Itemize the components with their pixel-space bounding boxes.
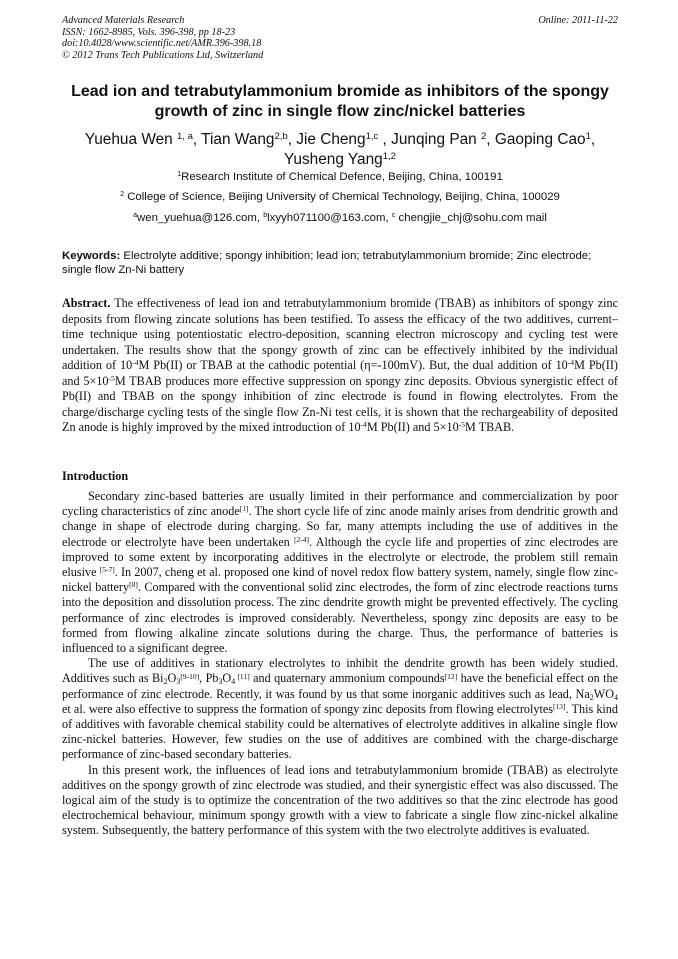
author-emails: $^a$wen_yuehua@126.com, $^b$lxyyh071100@163.com, $^c$ chengjie_chj@sohu.com mail bbox=[133, 212, 547, 224]
paragraph: In this present work, the influences of lead ions and tetrabutylammonium bromide (TBAB) as electrolyte additives on the spongy growth of zinc electrode was studied, and their synergistic effect was also discussed. The logical aim of the study is to optimize the concentration of the two additives so that the zinc electrode has good electrochemical behaviour, minimum spongy growth with a view to fabricate a single flow zinc-nickel alkaline system. Subsequently, the battery performance of this system with the two electrolyte additives is evaluated. bbox=[62, 762, 618, 838]
affiliation-2: $^2$ College of Science, Beijing University of Chemical Technology, Beijing, China, 100029 bbox=[120, 191, 560, 203]
issn-line: ISSN: 1662-8985, Vols. 396-398, pp 18-23 bbox=[62, 26, 236, 38]
introduction-body bbox=[62, 489, 618, 839]
author-list bbox=[62, 130, 618, 170]
author: Tian Wang$^{2,b}$, bbox=[201, 131, 292, 148]
doi-line[interactable]: doi:10.4028/www.scientific.net/AMR.396-398.18 bbox=[62, 38, 262, 49]
online-date: Online: 2011-11-22 bbox=[538, 15, 618, 26]
keywords-text: Electrolyte additive; spongy inhibition; lead ion; tetrabutylammonium bromide; Zinc electrode; single flow Zn-Ni battery bbox=[62, 250, 592, 276]
author: Yuehua Wen $^{1, a}$, bbox=[84, 131, 198, 148]
copyright-line: © 2012 Trans Tech Publications Ltd, Switzerland bbox=[62, 49, 264, 61]
journal-name: Advanced Materials Research bbox=[62, 15, 185, 26]
author: Gaoping Cao$^1$, bbox=[494, 131, 596, 148]
author: Yusheng Yang$^{1,2}$ bbox=[284, 151, 396, 168]
paper-title: Lead ion and tetrabutylammonium bromide as inhibitors of the spongy growth of zinc in single flow zinc/nickel batteries bbox=[71, 83, 609, 120]
abstract-label: Abstract. bbox=[62, 296, 111, 310]
author: Jie Cheng$^{1,c}$ , bbox=[296, 131, 387, 148]
affiliation-1: $^1$Research Institute of Chemical Defence, Beijing, China, 100191 bbox=[177, 171, 503, 183]
paragraph: Secondary zinc-based batteries are usually limited in their performance and commercialization by poor cycling characteristics of zinc anode[1]. The short cycle life of zinc anode mainly arises from dendritic growth and change in shape of electrode during charging. So far, many attempts including the use of additives in the electrode or electrolyte have been undertaken [2-4]. Although the cycle life and properties of zinc electrodes are improved to some extent by incorporating additives in the electrolyte or electrode, the problem still remain elusive [5-7]. In 2007, cheng et al. proposed one kind of novel redox flow battery system, namely, single flow zinc-nickel battery[8]. Compared with the conventional solid zinc electrodes, the form of zinc electrode reactions turns into the deposition and dissolution process. The zinc dendrite growth might be prevented effectively. The cycling performance of zinc electrodes is improved considerably. Nevertheless, spongy zinc deposits are easy to be formed from flowing alkaline zincate solutions during the charge. Thus, the performance of batteries is influenced to a significant degree. bbox=[62, 489, 618, 656]
abstract: Abstract. The effectiveness of lead ion and tetrabutylammonium bromide (TBAB) as inhibitors of spongy zinc deposits from flowing zincate solutions has been testified. To assess the efficacy of the two additives, current–time technique using potentiostatic electro-deposition, scanning electron microscopy and cycling test were undertaken. The results show that the spongy growth of zinc can be effectively inhibited by the individual addition of $10^{-4}M$ Pb(II) or TBAB at the cathodic potential (η=-100mV). But, the dual addition of $10^{-4}M$ Pb(II) and $5\times 10^{-5}M$ TBAB produces more effective suppression on spongy zinc deposits. Obvious synergistic effect of Pb(II) and TBAB on the spongy inhibition of zinc electrode is found in flowing electrolytes. From the charge/discharge cycling tests of the single flow Zn-Ni test cells, it is shown that the rechargeability of deposited Zn anode is highly improved by the mixed introduction of $10^{-4}M$ Pb(II) and $5\times 10^{-5}M$ TBAB. bbox=[62, 296, 619, 434]
keywords bbox=[62, 249, 618, 277]
journal-header bbox=[62, 15, 618, 61]
section-heading-introduction: Introduction bbox=[62, 469, 129, 483]
paragraph: The use of additives in stationary electrolytes to inhibit the dendrite growth has been widely studied. Additives such as $Bi_2O_3[9-10]$, $Pb_3O_4$ [11] and quaternary ammonium compounds[12] have the beneficial effect on the performance of zinc electrode. Recently, it was found by us that some inorganic additives such as lead, $Na_2WO_4$ et al. were also effective to suppress the formation of spongy zinc deposits from flowing electrolytes[13]. This kind of additives with favorable chemical stability could be alternatives of electrolyte additives in alkaline single flow zinc-nickel batteries. However, few studies on the use of additives are combined with the charge-discharge performance of zinc-based secondary batteries. bbox=[62, 656, 618, 762]
keywords-label: Keywords: bbox=[62, 250, 121, 262]
author: Junqing Pan $^2$, bbox=[391, 131, 491, 148]
